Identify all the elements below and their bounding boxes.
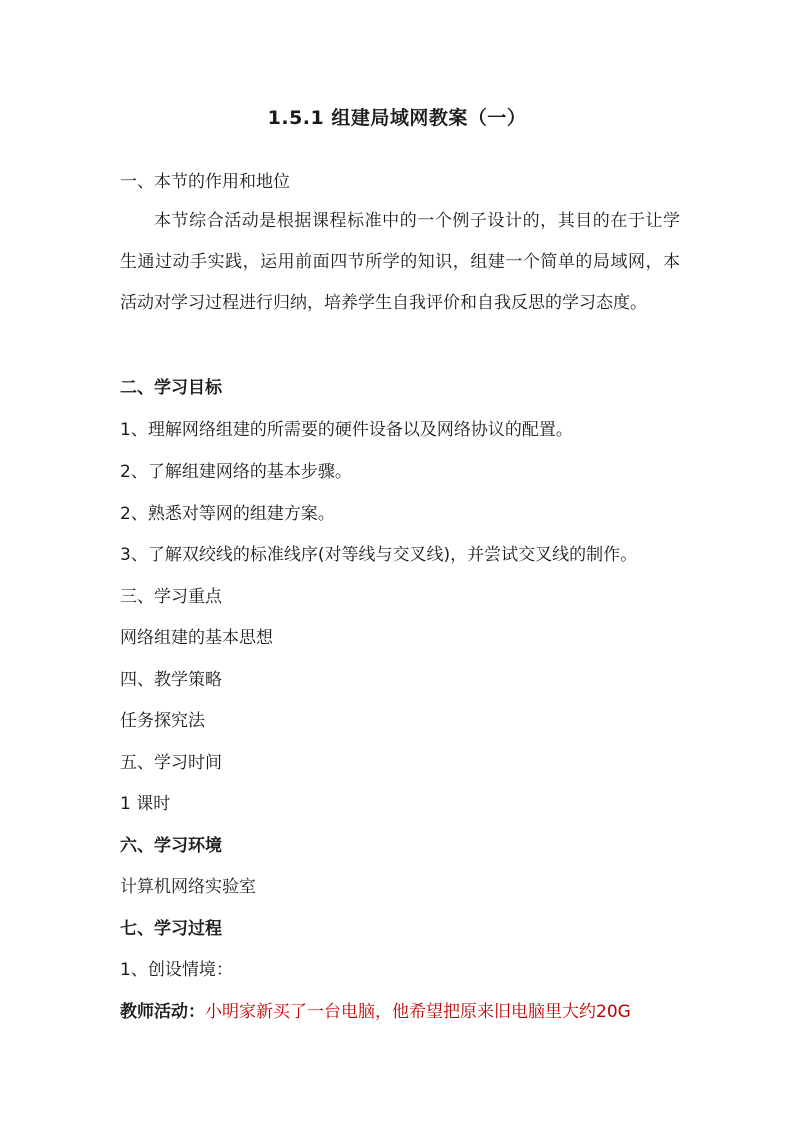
document-title: 1.5.1 组建局域网教案（一） (267, 107, 527, 129)
section-heading-role: 一、本节的作用和地位 (120, 172, 290, 192)
goal-item-3: 2、熟悉对等网的组建方案。 (120, 504, 335, 524)
section-text-environment: 计算机网络实验室 (120, 877, 256, 897)
teacher-activity-text: 小明家新买了一台电脑，他希望把原来旧电脑里大约20G (205, 1002, 631, 1022)
section-heading-strategy: 四、教学策略 (120, 670, 222, 690)
section-text-strategy: 任务探究法 (120, 711, 205, 731)
teacher-activity-line (120, 1000, 631, 1024)
goal-item-4: 3、了解双绞线的标准线序(对等线与交叉线)，并尝试交叉线的制作。 (120, 545, 638, 565)
section-heading-goals: 二、学习目标 (120, 378, 222, 398)
section-text-focus: 网络组建的基本思想 (120, 628, 273, 648)
section-heading-environment: 六、学习环境 (120, 836, 222, 856)
section-text-time: 1 课时 (120, 794, 171, 814)
goal-item-2: 2、了解组建网络的基本步骤。 (120, 462, 352, 482)
section-paragraph-role: 本节综合活动是根据课程标准中的一个例子设计的，其目的在于让学生通过动手实践，运用前面四节所学的知识，组建一个简单的局域网，本活动对学习过程进行归纳，培养学生自我评价和自我反思的学习态度。 (120, 211, 680, 313)
section-heading-process: 七、学习过程 (120, 919, 222, 939)
section-heading-focus: 三、学习重点 (120, 587, 222, 607)
section-subheading-scenario: 1、创设情境： (120, 960, 233, 980)
teacher-activity-label: 教师活动： (120, 1002, 205, 1022)
section-heading-time: 五、学习时间 (120, 753, 222, 773)
goal-item-1: 1、理解网络组建的所需要的硬件设备以及网络协议的配置。 (120, 420, 573, 440)
